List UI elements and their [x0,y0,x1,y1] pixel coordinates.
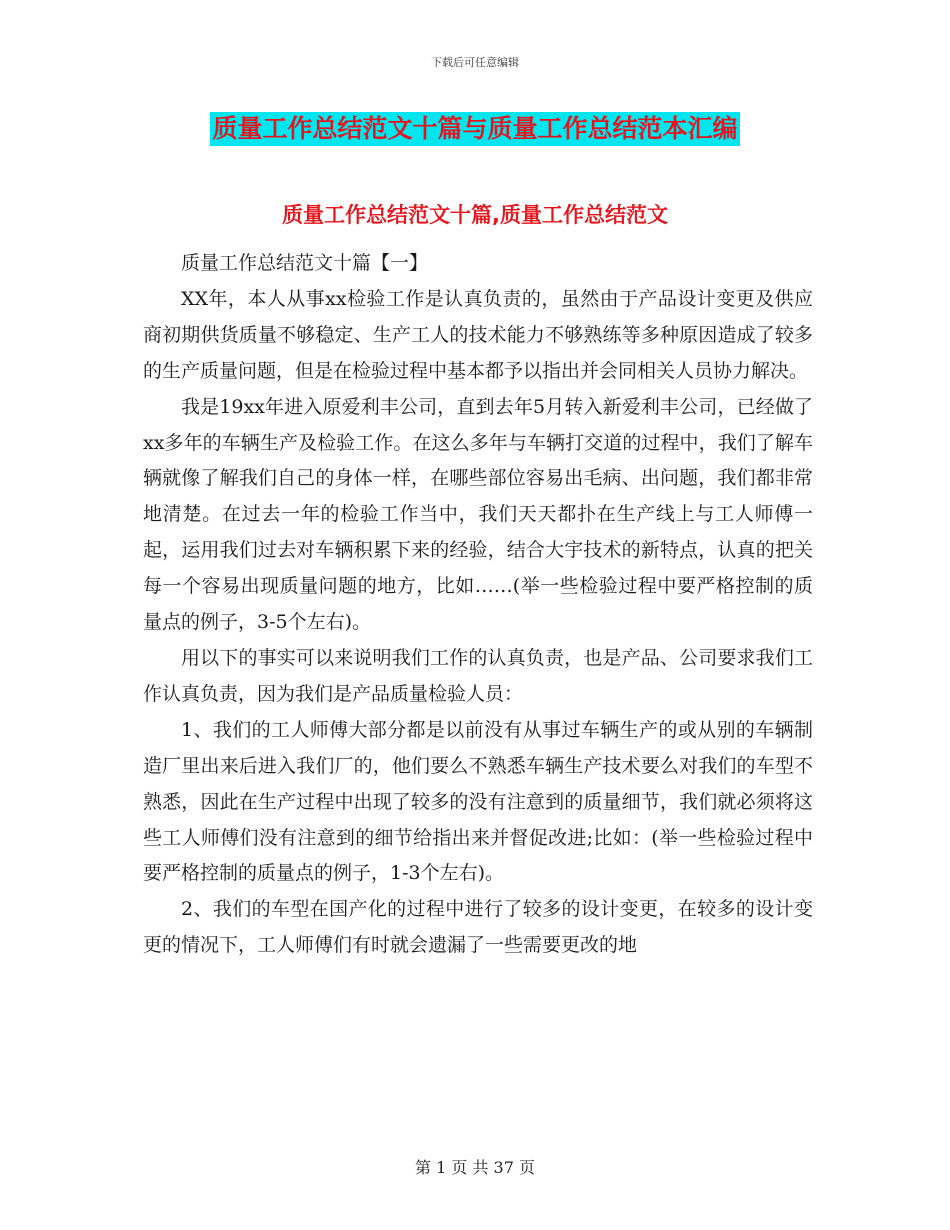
paragraph: XX年，本人从事xx检验工作是认真负责的，虽然由于产品设计变更及供应商初期供货质量不够稳定、生产工人的技术能力不够熟练等多种原因造成了较多的生产质量问题，但是在检验过程中基本都予以指出并会同相关人员协力解决。 [143,287,813,382]
paragraph-section-heading: 质量工作总结范文十篇【一】 [181,252,429,274]
main-title: 质量工作总结范文十篇与质量工作总结范本汇编 [210,112,739,146]
header-note: 下载后可任意编辑 [431,56,519,69]
sub-title: 质量工作总结范文十篇,质量工作总结范文 [282,203,668,227]
page-number-footer: 第 1 页 共 37 页 [415,1158,535,1177]
main-title-container [0,112,950,146]
paragraph: 1、我们的工人师傅大部分都是以前没有从事过车辆生产的或从别的车辆制造厂里出来后进入我们厂的，他们要么不熟悉车辆生产技术要么对我们的车型不熟悉，因此在生产过程中出现了较多的没有注意到的质量细节，我们就必须将这些工人师傅们没有注意到的细节给指出来并督促改进;比如：(举一些检验过程中要严格控制的质量点的例子，1-3个左右)。 [143,718,813,885]
document-body [143,246,813,964]
paragraph: 我是19xx年进入原爱利丰公司，直到去年5月转入新爱利丰公司，已经做了xx多年的车辆生产及检验工作。在这么多年与车辆打交道的过程中，我们了解车辆就像了解我们自己的身体一样，在哪些部位容易出毛病、出问题，我们都非常地清楚。在过去一年的检验工作当中，我们天天都扑在生产线上与工人师傅一起，运用我们过去对车辆积累下来的经验，结合大宇技术的新特点，认真的把关每一个容易出现质量问题的地方，比如……(举一些检验过程中要严格控制的质量点的例子，3-5个左右)。 [143,395,813,634]
paragraph: 2、我们的车型在国产化的过程中进行了较多的设计变更，在较多的设计变更的情况下，工人师傅们有时就会遗漏了一些需要更改的地 [143,898,813,957]
paragraph: 用以下的事实可以来说明我们工作的认真负责，也是产品、公司要求我们工作认真负责，因为我们是产品质量检验人员： [143,646,813,705]
